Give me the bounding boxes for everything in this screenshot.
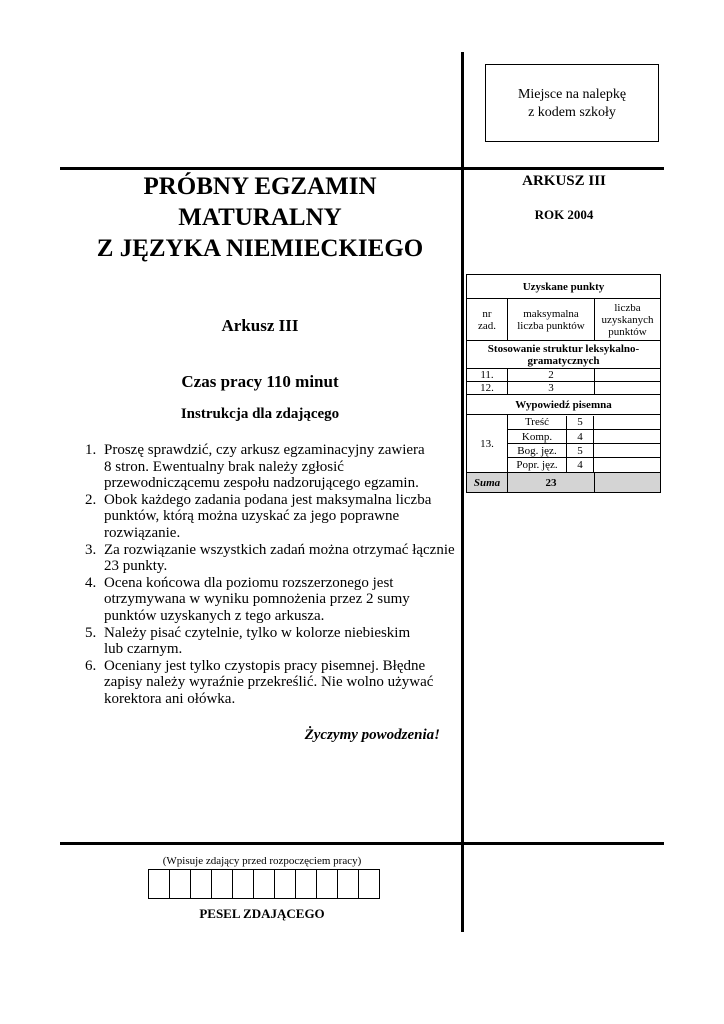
good-luck-text: Życzymy powodzenia!	[304, 727, 440, 743]
section-2-header: Wypowiedź pisemna	[467, 395, 661, 415]
pesel-digit-box[interactable]	[169, 869, 191, 899]
instruction-item	[100, 542, 484, 575]
instructions-list	[74, 442, 484, 708]
instruction-item	[100, 575, 484, 625]
pesel-boxes	[148, 869, 380, 899]
bottom-divider	[60, 842, 664, 845]
task-max: 3	[508, 382, 595, 395]
instruction-line: 2. Obok każdego zadania podana jest maksymalna liczba	[104, 491, 432, 508]
criterion-max: 4	[567, 430, 594, 444]
task-max: 2	[508, 369, 595, 382]
criterion-max: 5	[567, 416, 594, 430]
col-got-line-2: uzyskanych	[601, 313, 654, 326]
task-got-cell[interactable]	[595, 382, 661, 395]
table-row	[467, 382, 661, 395]
instruction-item	[100, 442, 484, 492]
col-got-header	[595, 299, 661, 341]
criteria-cell	[508, 415, 661, 473]
sticker-line-2: z kodem szkoły	[528, 105, 616, 120]
col-nr-header	[467, 299, 508, 341]
instruction-line: 8 stron. Ewentualny brak należy zgłosić	[104, 458, 344, 475]
time-label: Czas pracy 110 minut	[181, 372, 339, 391]
col-got-line-3: punktów	[608, 325, 647, 338]
task-nr: 12.	[467, 382, 508, 395]
col-max-line-2: liczba punktów	[517, 319, 585, 332]
pesel-label: PESEL ZDAJĄCEGO	[199, 906, 325, 921]
pesel-digit-box[interactable]	[295, 869, 317, 899]
pesel-digit-box[interactable]	[316, 869, 338, 899]
criterion-label: Komp.	[508, 430, 567, 444]
instruction-line: przewodniczącemu zespołu nadzorującego egzamin.	[104, 475, 419, 492]
instruction-line: 3. Za rozwiązanie wszystkich zadań można otrzymać łącznie	[104, 541, 455, 558]
col-nr-line-2: zad.	[477, 319, 496, 332]
sticker-line-1: Miejsce na nalepkę	[517, 87, 627, 102]
instruction-item	[100, 492, 484, 542]
instruction-line: 6. Oceniany jest tylko czystopis pracy pisemnej. Błędne	[104, 657, 426, 674]
pesel-digit-box[interactable]	[253, 869, 275, 899]
criterion-max: 4	[567, 458, 594, 472]
right-sheet-label: ARKUSZ III	[522, 173, 606, 189]
criteria-table	[508, 416, 660, 472]
section-1-header	[467, 341, 661, 369]
criterion-label: Bog. jęz.	[508, 444, 567, 458]
instruction-line: 5. Należy pisać czytelnie, tylko w kolorze niebieskim	[104, 624, 411, 641]
instruction-item	[100, 658, 484, 708]
instruction-line: punktów uzyskanych z tego arkusza.	[104, 607, 325, 624]
instruction-line: lub czarnym.	[104, 641, 183, 658]
criterion-got-cell[interactable]	[594, 458, 661, 472]
instruction-line: 23 punkty.	[104, 558, 168, 575]
criterion-label: Treść	[508, 416, 567, 430]
section-1-line-1: Stosowanie struktur leksykalno-	[487, 342, 640, 355]
title-line-2: MATURALNY	[178, 204, 342, 231]
sheet-label: Arkusz III	[221, 316, 299, 335]
task-nr: 11.	[467, 369, 508, 382]
instruction-line: zapisy należy wyraźnie przekreślić. Nie wolno używać	[104, 674, 434, 691]
table-row	[467, 369, 661, 382]
instruction-line: punktów, którą można uzyskać za jego poprawne	[104, 508, 400, 525]
instruction-item	[100, 625, 484, 658]
exam-title	[60, 171, 460, 264]
sum-value: 23	[508, 473, 595, 493]
instructions-heading: Instrukcja dla zdającego	[180, 406, 340, 422]
pesel-digit-box[interactable]	[337, 869, 359, 899]
score-header: Uzyskane punkty	[467, 275, 661, 299]
col-max-header	[508, 299, 595, 341]
right-year-label: ROK 2004	[534, 207, 594, 222]
school-code-sticker-box	[485, 64, 659, 142]
instruction-line: rozwiązanie.	[104, 524, 181, 541]
criterion-got-cell[interactable]	[594, 430, 661, 444]
criterion-max: 5	[567, 444, 594, 458]
pesel-digit-box[interactable]	[232, 869, 254, 899]
task-13-nr: 13.	[467, 415, 508, 473]
instruction-line: 1. Proszę sprawdzić, czy arkusz egzaminacyjny zawiera	[104, 442, 425, 458]
sum-label: Suma	[467, 473, 508, 493]
col-nr-line-1: nr	[482, 307, 492, 320]
task-got-cell[interactable]	[595, 369, 661, 382]
criterion-got-cell[interactable]	[594, 444, 661, 458]
instruction-line: otrzymywana w wyniku pomnożenia przez 2 sumy	[104, 591, 410, 608]
section-1-line-2: gramatycznych	[527, 354, 600, 367]
col-got-line-1: liczba	[614, 301, 641, 314]
pesel-digit-box[interactable]	[190, 869, 212, 899]
instruction-line: 4. Ocena końcowa dla poziomu rozszerzonego jest	[104, 574, 394, 591]
pesel-hint: (Wpisuje zdający przed rozpoczęciem pracy)	[162, 855, 362, 867]
pesel-digit-box[interactable]	[211, 869, 233, 899]
criterion-label: Popr. jęz.	[508, 458, 567, 472]
sum-got-cell[interactable]	[595, 473, 661, 493]
pesel-digit-box[interactable]	[274, 869, 296, 899]
sum-row	[467, 473, 661, 493]
task-13-row	[467, 415, 661, 473]
col-max-line-1: maksymalna	[523, 307, 579, 320]
title-line-1: PRÓBNY EGZAMIN	[143, 173, 377, 200]
instruction-line: korektora ani ołówka.	[104, 690, 236, 707]
top-divider	[60, 167, 664, 170]
score-table	[466, 274, 661, 493]
pesel-digit-box[interactable]	[148, 869, 170, 899]
criterion-got-cell[interactable]	[594, 416, 661, 430]
pesel-digit-box[interactable]	[358, 869, 380, 899]
title-line-3: Z JĘZYKA NIEMIECKIEGO	[96, 235, 424, 262]
